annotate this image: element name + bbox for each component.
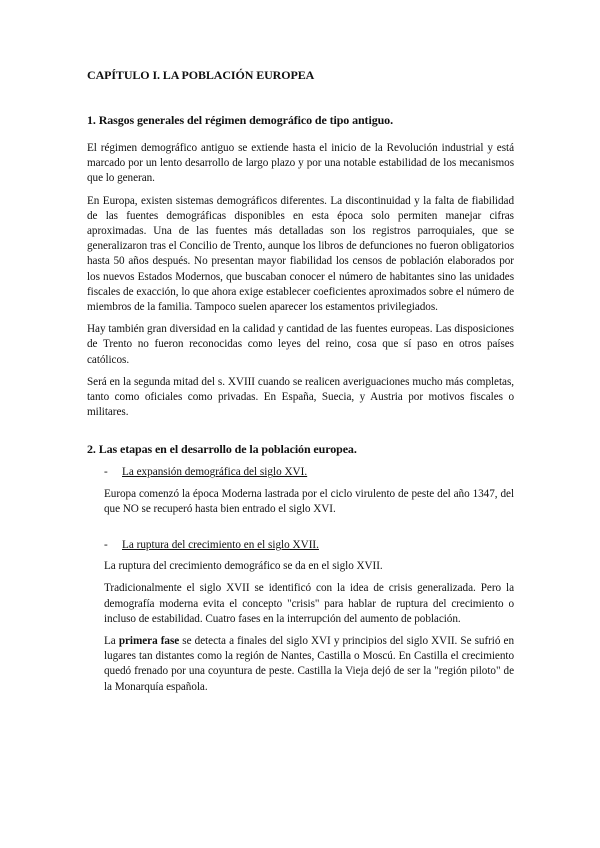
section-1-title: 1. Rasgos generales del régimen demográfico de tipo antiguo. xyxy=(87,113,393,127)
document-content xyxy=(87,68,514,695)
section-1-paragraph-1: El régimen demográfico antiguo se extiende hasta el inicio de la Revolución industrial y está marcado por un lento desarrollo de largo plazo y por una notable estabilidad de los mecanismos que lo generan. xyxy=(87,142,514,185)
ruptura-paragraph-2: Tradicionalmente el siglo XVII se identificó con la idea de crisis generalizada. Pero la demografía moderna evita el concepto "crisis" para hablar de ruptura del crecimiento o incluso de estabilidad. Cuatro fases en la interrupción del aumento de población. xyxy=(104,582,514,625)
ruptura-paragraph-3 xyxy=(104,634,514,695)
section-1-paragraph-3: Hay también gran diversidad en la calidad y cantidad de las fuentes europeas. Las disposiciones de Trento no fueron reconocidas como leyes del reino, cosa que sí paso en otros países católicos. xyxy=(87,323,514,366)
section-1-paragraph-2: En Europa, existen sistemas demográficos diferentes. La discontinuidad y la falta de fiabilidad de las fuentes demográficas disponibles en esta época solo permiten manejar cifras aproximadas. Una de las fuentes más detalladas son los registros parroquiales, que se generalizaron tras el Concilio de Trento, aunque los libros de defunciones no fueron obligatorios hasta 50 años después. No presentan mayor fiabilidad los censos de población elaborados por los nuevos Estados Modernos, que buscaban conocer el número de habitantes sino las unidades fiscales de exacción, lo que ahora exige establecer coeficientes aproximados sobre el número de miembros de la familia. Tampoco suelen aparecer los estamentos privilegiados. xyxy=(87,194,515,314)
bullet-ruptura xyxy=(87,538,514,553)
bullet-dash: - xyxy=(104,466,108,479)
ruptura-paragraph-1: La ruptura del crecimiento demográfico se da en el siglo XVII. xyxy=(104,560,383,573)
bullet-expansion-text: Europa comenzó la época Moderna lastrada por el ciclo virulento de peste del año 1347, del que NO se recuperó hasta bien entrado el siglo XVI. xyxy=(104,487,514,515)
chapter-title: CAPÍTULO I. LA POBLACIÓN EUROPEA xyxy=(87,68,315,82)
primera-fase-bold: primera fase xyxy=(118,635,180,648)
bullet-dash: - xyxy=(104,539,108,552)
ruptura-paragraph-3-pre: La xyxy=(104,635,119,648)
section-2-title: 2. Las etapas en el desarrollo de la población europea. xyxy=(87,442,357,457)
section-1-paragraph-4: Será en la segunda mitad del s. XVIII cuando se realicen averiguaciones mucho más completas, tanto como oficiales como privadas. En España, Suecia, y Austria por motivos fiscales o militares. xyxy=(87,375,514,419)
bullet-ruptura-label: La ruptura del crecimiento en el siglo XVII. xyxy=(122,539,319,552)
bullet-expansion-label: La expansión demográfica del siglo XVI. xyxy=(122,466,308,479)
ruptura-paragraph-3-post: se detecta a finales del siglo XVI y principios del siglo XVII. Se sufrió en lugares tan distantes como la región de Nantes, Castilla o Moscú. En Castilla el crecimiento quedó frenado por una coyuntura de peste. Castilla la Vieja dejó de ser la "región piloto" de la Monarquía española. xyxy=(104,635,514,693)
bullet-expansion xyxy=(87,465,514,480)
